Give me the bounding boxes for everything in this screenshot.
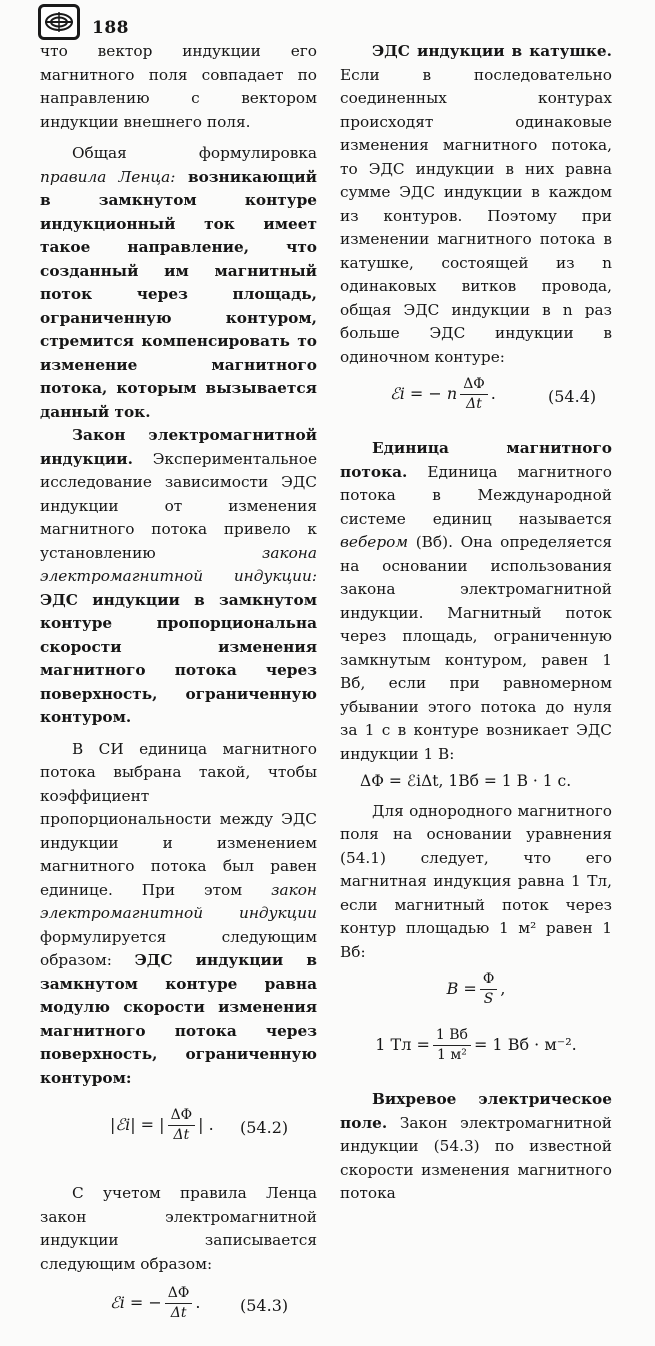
numerator: ΔΦ	[460, 375, 488, 395]
section-heading: Закон электромагнитной индукции.	[40, 426, 317, 468]
paragraph-lenz-form: С учетом правила Ленца закон электромагнитной индукции записывается следующим образом:	[40, 1184, 317, 1273]
page-number: 188	[92, 18, 129, 38]
section-heading: Вихревое электрическое поле.	[340, 1090, 612, 1132]
fraction	[460, 375, 488, 414]
equation-b	[340, 970, 612, 1018]
text: (Вб). Она определяется на основании использования закона электромагнитной индукции. Магнитный поток через площадь, ограниченную замкнутым контуром, равен 1 Вб, если при равномерном убывании этого потока до нуля за 1 с в контуре возникает ЭДС индукции 1 В:	[340, 533, 612, 763]
denominator: Δt	[170, 1305, 187, 1321]
numerator: ΔΦ	[165, 1284, 193, 1304]
fraction	[480, 970, 497, 1009]
section-heading: Единица магнитного потока.	[340, 439, 612, 481]
induction-law-statement: ЭДС индукции в замкнутом контуре пропорциональна скорости изменения магнитного потока через поверхность, ограниченную контуром.	[40, 590, 317, 726]
tesla-paragraph: Для однородного магнитного поля на основании уравнения (54.1) следует, что его магнитная индукция равна 1 Тл, если магнитный поток через контур площадью 1 м² равен 1 Вб:	[340, 801, 612, 961]
eq-text: = 1 Вб · м⁻².	[473, 1035, 577, 1054]
eq-text: ℰi = − n	[390, 384, 458, 403]
fraction	[165, 1284, 193, 1323]
term-weber: вебером	[340, 533, 409, 551]
paragraph-continuation: что вектор индукции его магнитного поля совпадает по направлению с вектором индукции внешнего поля.	[40, 42, 317, 131]
equation-54-2	[40, 1090, 317, 1160]
term: закон электромагнитной индукции	[40, 880, 317, 922]
equation-number: (54.2)	[240, 1118, 289, 1137]
si-unit-paragraph	[40, 738, 317, 1091]
numerator: ΔΦ	[168, 1106, 196, 1126]
section-heading: ЭДС индукции в катушке.	[372, 42, 612, 60]
equation-weber: ΔΦ = ℰiΔt, 1Вб = 1 В · 1 с.	[360, 772, 572, 790]
law-statement: ЭДС индукции в замкнутом контуре равна модулю скорости изменения магнитного потока через поверхность, ограниченную контуром:	[40, 951, 317, 1087]
text: Если в последовательно соединенных контурах происходят одинаковые изменения магнитного потока, то ЭДС индукции в них равна сумме ЭДС индукции в каждом из контуров. Поэтому при изменении магнитного потока в катушке, состоящей из n одинаковых витков провода, общая ЭДС индукции в n раз больше ЭДС индукции в одиночном контуре:	[340, 65, 612, 366]
equation-tesla	[340, 1026, 612, 1080]
page-header	[0, 0, 655, 44]
equation-number: (54.3)	[240, 1296, 289, 1315]
equation-lhs: ℰi = − $\frac{\Delta\Phi}{\Delta t}$ .	[110, 1285, 201, 1321]
text: Экспериментальное исследование зависимости ЭДС индукции от изменения магнитного потока привело к установлению	[40, 449, 317, 562]
numerator: 1 Вб	[433, 1026, 471, 1046]
eq-text: ℰi = −	[110, 1293, 162, 1312]
lenz-rule-statement: возникающий в замкнутом контуре индукционный ток имеет такое направление, что созданный им магнитный поток через площадь, ограниченную контуром, стремится компенсировать то изменение магнитного потока, которым вызывается данный ток.	[40, 167, 317, 421]
term-lenz-rule: правила Ленца:	[40, 167, 176, 186]
vortex-field-paragraph	[340, 1088, 612, 1206]
denominator: Δt	[173, 1127, 190, 1143]
fraction	[168, 1106, 196, 1145]
equation-54-3	[40, 1276, 317, 1346]
chapter-logo-icon	[38, 4, 80, 40]
denominator: Δt	[466, 396, 482, 412]
text: В СИ единица магнитного потока выбрана такой, чтобы коэффициент пропорциональности между ЭДС индукции и изменением магнитного потока был равен единице. При этом	[40, 739, 317, 899]
eq-text: |ℰi| =	[110, 1115, 155, 1134]
lenz-rule-paragraph	[40, 142, 317, 424]
fraction	[433, 1026, 471, 1065]
equation-lhs: |ℰi| = | $\frac{\Delta\Phi}{\Delta t}$ | .	[110, 1107, 214, 1143]
right-column	[340, 40, 612, 1206]
numerator: Φ	[480, 970, 497, 990]
coil-emf-paragraph	[340, 40, 612, 369]
equation-54-4	[340, 369, 612, 431]
text: Закон электромагнитной индукции (54.3) по известной скорости изменения магнитного потока	[340, 1113, 612, 1202]
denominator: 1 м²	[436, 1047, 467, 1063]
text: Общая формулировка	[72, 144, 317, 162]
eq-text: ,	[500, 979, 506, 998]
eq-text: 1 Тл =	[375, 1035, 430, 1054]
induction-law-paragraph	[40, 424, 317, 730]
equation-lhs: ℰi = − n $\frac{\Delta\Phi}{\Delta t}$ .	[390, 376, 496, 412]
weber-unit-paragraph	[340, 437, 612, 766]
equation-number: (54.4)	[548, 387, 597, 406]
term-induction-law: закона электромагнитной индукции:	[40, 543, 317, 585]
eq-text: B =	[446, 979, 477, 998]
text: Единица магнитного потока в Международной системе единиц называется	[340, 462, 612, 528]
text: формулируется следующим образом:	[40, 927, 317, 969]
denominator: S	[483, 991, 494, 1007]
left-column	[40, 40, 317, 1346]
